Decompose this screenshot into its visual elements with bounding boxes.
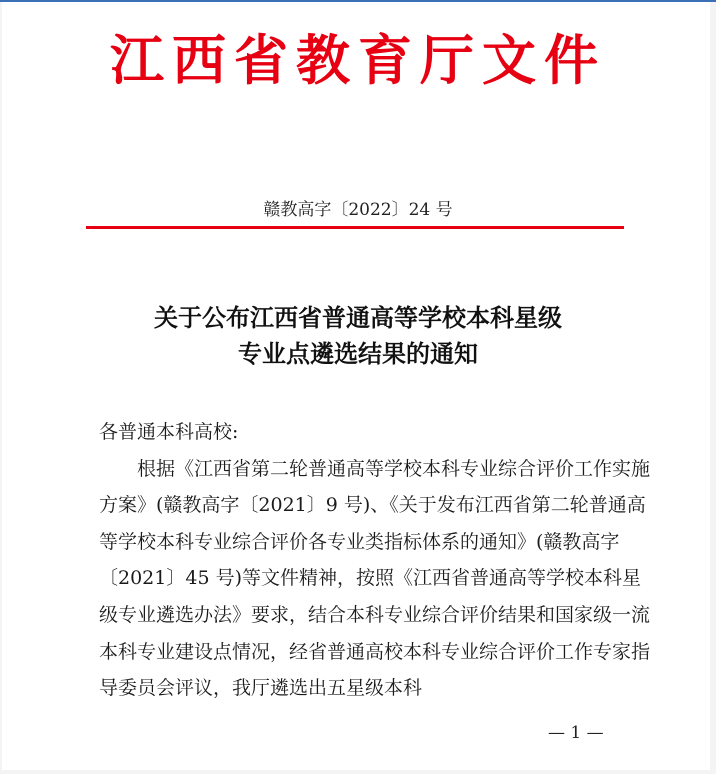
notice-title-line1: 关于公布江西省普通高等学校本科星级: [154, 303, 562, 332]
body-paragraph: 根据《江西省第二轮普通高等学校本科专业综合评价工作实施方案》(赣教高字〔2021〕9 号)、《关于发布江西省第二轮普通高等学校本科专业综合评价各专业类指标体系的通知》(赣教高字〔2021〕45 号)等文件精神，按照《江西省普通高等学校本科星级专业遴选办法》要求，结合本科专业综合评价结果和国家级一流本科专业建设点情况，经省普通高校本科专业综合评价工作专家指导委员会评议，我厅遴选出五星级本科: [99, 457, 651, 700]
salutation: 各普通本科高校:: [99, 421, 239, 443]
document-body: [99, 414, 651, 707]
document-number: 赣教高字〔2022〕24 号: [263, 200, 453, 220]
page-number: — 1 —: [548, 723, 604, 743]
notice-title-line2: 专业点遴选结果的通知: [238, 339, 478, 368]
notice-title: [0, 300, 716, 372]
issuing-authority-header: 江西省教育厅文件: [110, 29, 606, 92]
red-separator-line: [86, 226, 624, 229]
